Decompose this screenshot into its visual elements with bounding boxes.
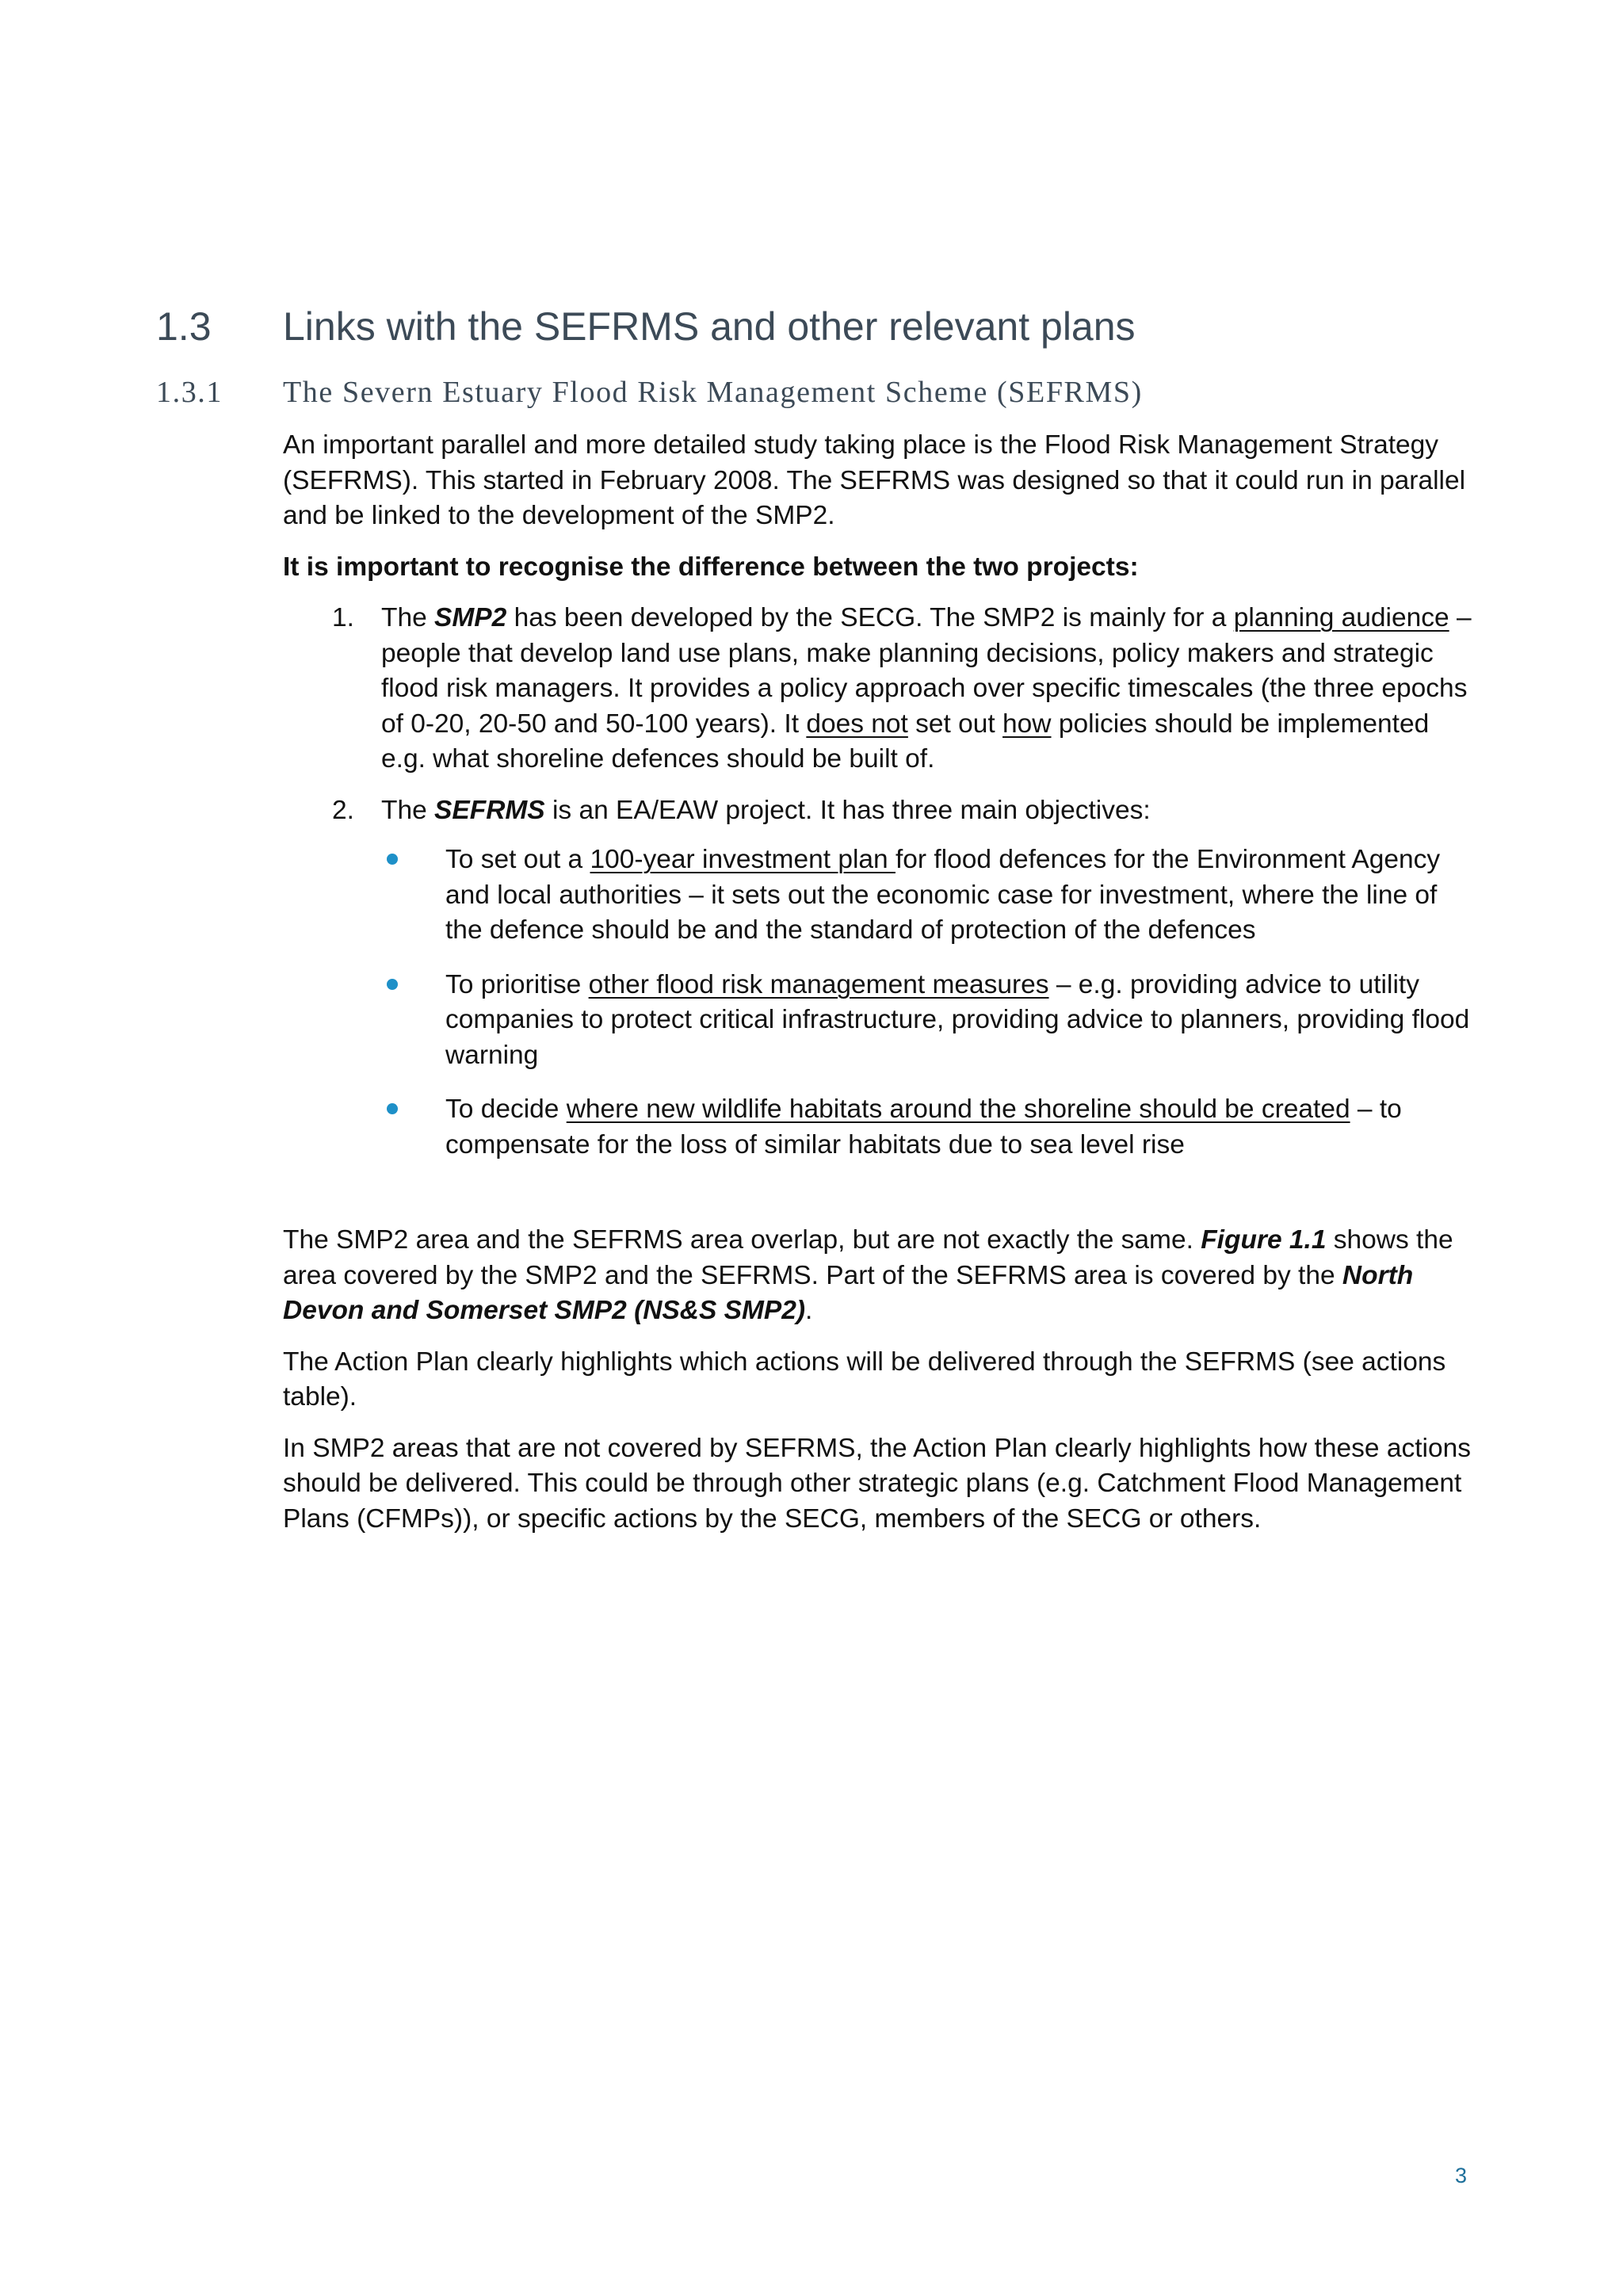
text-run: has been developed by the SECG. The SMP2 is mainly for a [506, 603, 1234, 632]
section-number: 1.3 [156, 304, 212, 349]
planning-audience-term: planning audience [1233, 603, 1449, 632]
overlap-paragraph [283, 1223, 1472, 1329]
intro-paragraph: An important parallel and more detailed study taking place is the Flood Risk Management Strategy (SEFRMS). This started in February 2008. The SEFRMS was designed so that it could run in parallel and be linked to the development of the SMP2. [283, 430, 1466, 530]
spacer [283, 1182, 1472, 1223]
text-run: – e.g. providing advice to utility companies to protect critical infrastructure, providing advice to planners, providing flood warning [445, 969, 1470, 1070]
list-marker: 1. [332, 603, 354, 632]
not-covered-paragraph: In SMP2 areas that are not covered by SEFRMS, the Action Plan clearly highlights how these actions should be delivered. This could be through other strategic plans (e.g. Catchment Flood Management Plans (CFMPs)), or specific actions by the SECG, members of the SECG or others. [283, 1433, 1471, 1534]
subsection-title: The Severn Estuary Flood Risk Management Scheme (SEFRMS) [283, 376, 1143, 409]
underlined-term: 100-year investment plan [590, 845, 896, 874]
text-run: – to compensate for the loss of similar habitats due to sea level rise [445, 1095, 1402, 1159]
underlined-term: other flood risk management measures [588, 969, 1049, 999]
text-run: for flood defences for the Environment Agency and local authorities – it sets out the economic case for investment, where the line of the defence should be and the standard of protection of the defences [445, 845, 1441, 945]
subsection-number: 1.3.1 [156, 376, 223, 409]
smp2-term: SMP2 [434, 603, 507, 632]
how-term: how [1002, 709, 1052, 739]
text-run: To decide [445, 1095, 567, 1124]
underlined-term: where new wildlife habitats around the shoreline should be created [566, 1095, 1350, 1124]
text-run: shows the area covered by the SMP2 and the SEFRMS. Part of the SEFRMS area is covered by the [283, 1225, 1453, 1290]
text-run: is an EA/EAW project. It has three main objectives: [544, 795, 1151, 825]
projects-list [283, 601, 1472, 1163]
objective-item [381, 1092, 1472, 1163]
text-run: The SMP2 area and the SEFRMS area overlap, but are not exactly the same. [283, 1225, 1201, 1255]
text-run: To prioritise [445, 969, 589, 999]
text-run: . [805, 1296, 813, 1325]
list-item-sefrms [283, 793, 1472, 1163]
text-run: policies should be implemented e.g. what shoreline defences should be built of. [381, 709, 1430, 774]
does-not-term: does not [806, 709, 908, 739]
objective-item [381, 842, 1472, 949]
figure-reference: Figure 1.1 [1201, 1225, 1327, 1255]
bullet-icon [387, 979, 398, 990]
body-text [283, 428, 1472, 1553]
text-run: set out [907, 709, 1003, 739]
text-run: To set out a [445, 845, 590, 874]
objective-item [381, 968, 1472, 1074]
text-run: The [381, 603, 435, 632]
list-marker: 2. [332, 795, 354, 825]
section-title: Links with the SEFRMS and other relevant plans [283, 304, 1136, 349]
sefrms-term: SEFRMS [434, 795, 545, 825]
bullet-icon [387, 854, 398, 865]
objectives-list [381, 842, 1472, 1163]
page-number: 3 [1455, 2164, 1468, 2187]
action-plan-paragraph: The Action Plan clearly highlights which actions will be delivered through the SEFRMS (see actions table). [283, 1347, 1446, 1412]
bullet-icon [387, 1103, 398, 1114]
text-run: The [381, 795, 435, 825]
difference-heading: It is important to recognise the difference between the two projects: [283, 552, 1139, 582]
nss-smp2-term: North Devon and Somerset SMP2 (NS&S SMP2) [283, 1260, 1414, 1325]
list-item-smp2 [283, 601, 1472, 777]
text-run: – people that develop land use plans, make planning decisions, policy makers and strategic flood risk managers. It provides a policy approach over specific timescales (the three epochs of 0-20, 20-50 and 50-100 years). It [381, 603, 1472, 739]
